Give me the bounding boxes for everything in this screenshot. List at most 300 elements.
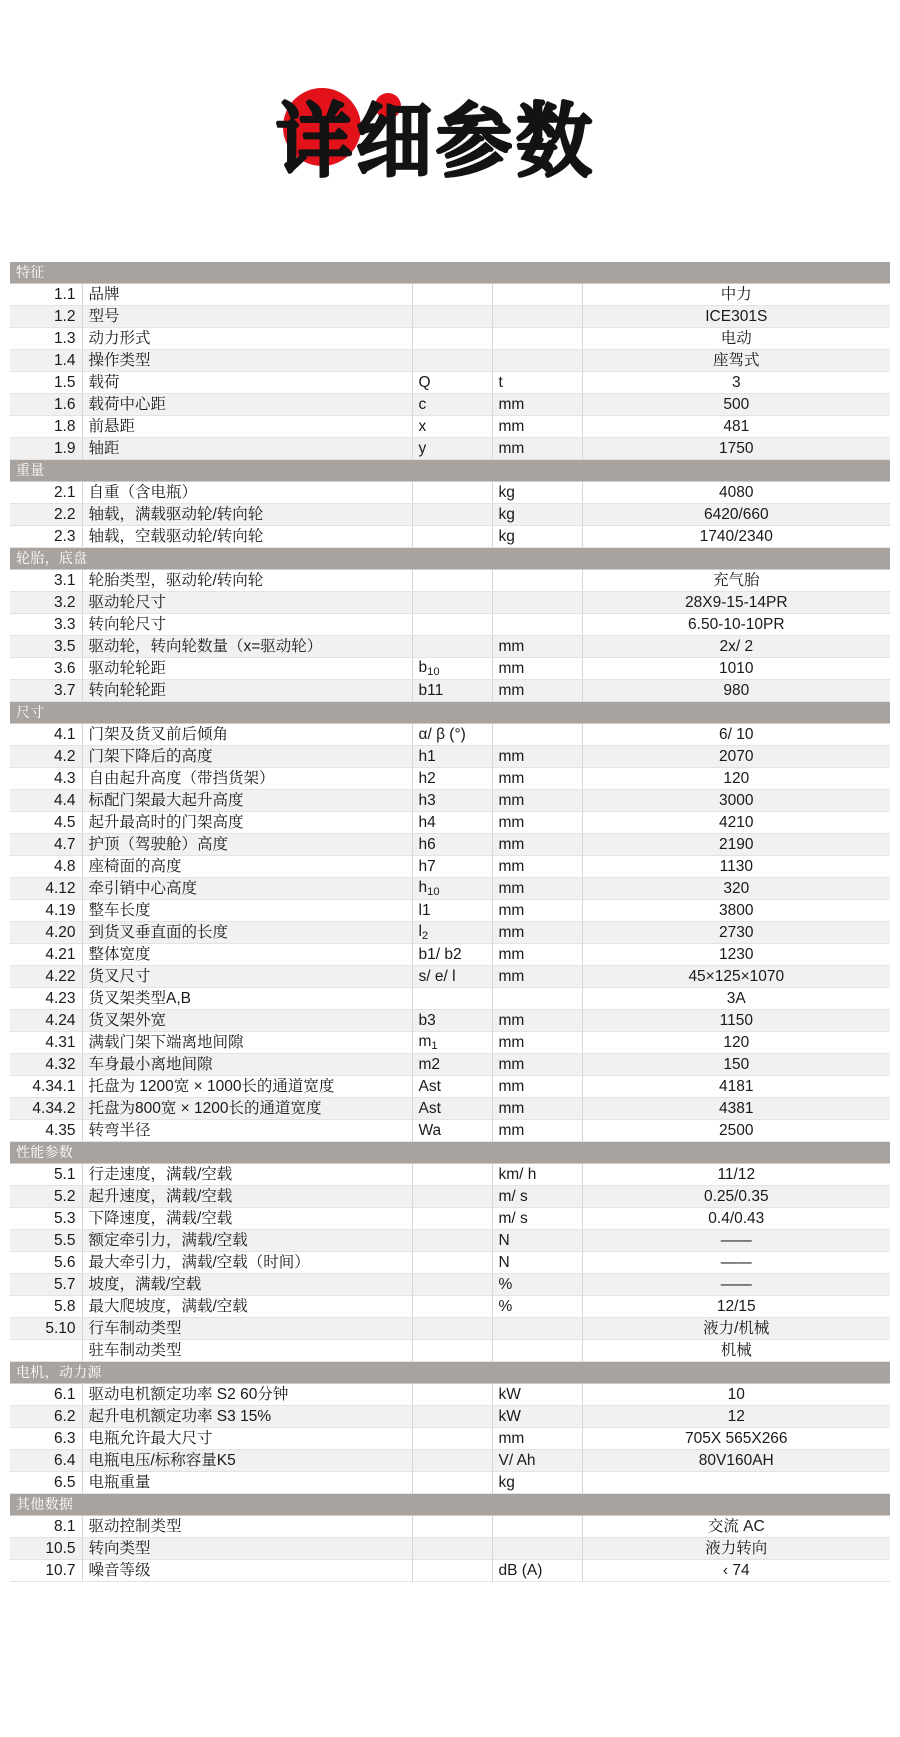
row-description: 起升最高时的门架高度 [82,812,412,834]
table-row [10,438,890,460]
table-row [10,966,890,988]
row-number: 6.3 [10,1428,82,1450]
table-row [10,900,890,922]
row-value: 705X 565X266 [582,1428,890,1450]
row-value: 80V160AH [582,1450,890,1472]
row-symbol [412,1538,492,1560]
section-header-row [10,1362,890,1384]
row-number: 4.19 [10,900,82,922]
row-number: 1.1 [10,284,82,306]
row-symbol [412,1164,492,1186]
row-number: 6.4 [10,1450,82,1472]
row-number: 4.8 [10,856,82,878]
row-value: 0.25/0.35 [582,1186,890,1208]
row-symbol: m2 [412,1054,492,1076]
row-symbol [412,1384,492,1406]
table-row [10,1516,890,1538]
row-number: 4.23 [10,988,82,1010]
row-value: 座驾式 [582,350,890,372]
row-value: —— [582,1252,890,1274]
table-row [10,1186,890,1208]
table-row [10,328,890,350]
table-row [10,834,890,856]
row-value: 10 [582,1384,890,1406]
row-description: 驱动轮尺寸 [82,592,412,614]
row-unit: km/ h [492,1164,582,1186]
row-unit: kW [492,1384,582,1406]
row-description: 自重（含电瓶） [82,482,412,504]
row-description: 转弯半径 [82,1120,412,1142]
row-symbol: Ast [412,1076,492,1098]
row-description: 标配门架最大起升高度 [82,790,412,812]
row-number: 3.3 [10,614,82,636]
row-symbol [412,1340,492,1362]
row-description: 转向类型 [82,1538,412,1560]
row-unit: N [492,1252,582,1274]
row-value: 1230 [582,944,890,966]
row-number: 1.9 [10,438,82,460]
row-symbol [412,614,492,636]
section-header-row [10,548,890,570]
row-unit [492,328,582,350]
row-value: 6.50-10-10PR [582,614,890,636]
table-row [10,922,890,944]
row-symbol [412,592,492,614]
row-unit [492,1538,582,1560]
row-unit: mm [492,658,582,680]
table-row [10,1054,890,1076]
table-row [10,856,890,878]
row-description: 整车长度 [82,900,412,922]
row-value: 1740/2340 [582,526,890,548]
row-unit: kg [492,482,582,504]
row-symbol: b3 [412,1010,492,1032]
row-number: 5.3 [10,1208,82,1230]
row-symbol: Ast [412,1098,492,1120]
row-unit [492,592,582,614]
row-description: 驱动轮轮距 [82,658,412,680]
row-unit: mm [492,746,582,768]
section-header-label: 重量 [10,460,890,482]
table-row [10,768,890,790]
row-number: 4.21 [10,944,82,966]
section-header-row [10,262,890,284]
row-unit [492,1516,582,1538]
banner-graphic [0,0,900,262]
row-unit: mm [492,878,582,900]
row-symbol [412,1560,492,1582]
row-value: 481 [582,416,890,438]
row-unit: mm [492,636,582,658]
section-header-row [10,702,890,724]
section-header-row [10,1142,890,1164]
row-unit: mm [492,900,582,922]
table-row [10,878,890,900]
row-symbol: h6 [412,834,492,856]
section-header-row [10,1494,890,1516]
row-value: 28X9-15-14PR [582,592,890,614]
row-description: 驱动电机额定功率 S2 60分钟 [82,1384,412,1406]
row-unit: N [492,1230,582,1252]
row-number: 3.1 [10,570,82,592]
table-row [10,1032,890,1054]
row-number: 4.2 [10,746,82,768]
row-value: 11/12 [582,1164,890,1186]
row-value: 1130 [582,856,890,878]
section-header-label: 轮胎，底盘 [10,548,890,570]
row-description: 满载门架下端离地间隙 [82,1032,412,1054]
row-unit: mm [492,1098,582,1120]
row-symbol [412,1296,492,1318]
row-number: 4.22 [10,966,82,988]
row-number: 1.6 [10,394,82,416]
row-number: 4.31 [10,1032,82,1054]
section-header-label: 性能参数 [10,1142,890,1164]
row-unit [492,1318,582,1340]
row-description: 门架及货叉前后倾角 [82,724,412,746]
row-description: 动力形式 [82,328,412,350]
row-number: 4.3 [10,768,82,790]
specification-table [10,262,890,1582]
row-symbol: Wa [412,1120,492,1142]
row-value: 2190 [582,834,890,856]
row-description: 行车制动类型 [82,1318,412,1340]
table-row [10,1296,890,1318]
table-row [10,504,890,526]
section-header-row [10,460,890,482]
table-row [10,1406,890,1428]
row-unit [492,988,582,1010]
table-row [10,1450,890,1472]
table-row [10,1252,890,1274]
specification-table-body [10,262,890,1582]
row-description: 门架下降后的高度 [82,746,412,768]
row-unit: mm [492,922,582,944]
row-symbol [412,1472,492,1494]
row-value: 320 [582,878,890,900]
row-number: 5.5 [10,1230,82,1252]
row-number: 2.2 [10,504,82,526]
row-description: 转向轮轮距 [82,680,412,702]
table-row [10,1274,890,1296]
row-symbol [412,306,492,328]
row-number: 4.24 [10,1010,82,1032]
table-row [10,570,890,592]
table-row [10,790,890,812]
row-number: 10.5 [10,1538,82,1560]
row-description: 自由起升高度（带挡货架） [82,768,412,790]
row-description: 转向轮尺寸 [82,614,412,636]
table-row [10,1076,890,1098]
row-symbol: $m_1$ [412,1032,492,1054]
row-value [582,1472,890,1494]
row-symbol [412,1252,492,1274]
row-value: 150 [582,1054,890,1076]
row-description: 护顶（驾驶舱）高度 [82,834,412,856]
row-unit: mm [492,680,582,702]
row-value: 120 [582,768,890,790]
row-symbol [412,1208,492,1230]
row-symbol: h7 [412,856,492,878]
row-number: 5.10 [10,1318,82,1340]
row-symbol: α/ β (°) [412,724,492,746]
table-row [10,1560,890,1582]
row-number: 1.3 [10,328,82,350]
row-value: 12 [582,1406,890,1428]
table-row [10,526,890,548]
row-description: 起升速度，满载/空载 [82,1186,412,1208]
row-unit: mm [492,790,582,812]
section-header-label: 其他数据 [10,1494,890,1516]
row-value: 电动 [582,328,890,350]
row-number: 5.1 [10,1164,82,1186]
table-row [10,1208,890,1230]
table-row [10,988,890,1010]
row-number: 2.3 [10,526,82,548]
row-value: 机械 [582,1340,890,1362]
row-description: 到货叉垂直面的长度 [82,922,412,944]
row-description: 轮胎类型，驱动轮/转向轮 [82,570,412,592]
table-row [10,1340,890,1362]
section-header-label: 特征 [10,262,890,284]
row-unit: mm [492,1054,582,1076]
row-value: 中力 [582,284,890,306]
section-header-label: 电机，动力源 [10,1362,890,1384]
row-number: 3.2 [10,592,82,614]
table-row [10,1230,890,1252]
row-description: 轴载，空载驱动轮/转向轮 [82,526,412,548]
row-number: 4.34.1 [10,1076,82,1098]
row-description: 电瓶允许最大尺寸 [82,1428,412,1450]
row-number: 3.6 [10,658,82,680]
row-number: 4.35 [10,1120,82,1142]
row-value: 500 [582,394,890,416]
row-value: ‹ 74 [582,1560,890,1582]
row-number: 1.8 [10,416,82,438]
row-value: 2x/ 2 [582,636,890,658]
row-value: 6420/660 [582,504,890,526]
row-number: 5.2 [10,1186,82,1208]
row-number: 4.1 [10,724,82,746]
row-symbol: y [412,438,492,460]
row-unit: % [492,1296,582,1318]
row-value: 1150 [582,1010,890,1032]
row-symbol: $l_2$ [412,922,492,944]
row-value: 4181 [582,1076,890,1098]
table-row [10,944,890,966]
row-unit: V/ Ah [492,1450,582,1472]
table-row [10,658,890,680]
row-description: 额定牵引力，满载/空载 [82,1230,412,1252]
row-description: 驻车制动类型 [82,1340,412,1362]
page-title: 详细参数 [276,93,596,189]
table-row [10,1472,890,1494]
table-row [10,680,890,702]
row-symbol [412,1186,492,1208]
table-row [10,394,890,416]
table-row [10,284,890,306]
row-value: 液力/机械 [582,1318,890,1340]
row-value: 液力转向 [582,1538,890,1560]
row-unit: mm [492,1032,582,1054]
row-number: 6.5 [10,1472,82,1494]
specification-table-container [10,262,890,1610]
row-value: 1010 [582,658,890,680]
table-row [10,372,890,394]
row-number: 4.34.2 [10,1098,82,1120]
row-description: 牵引销中心高度 [82,878,412,900]
table-row [10,614,890,636]
row-value: 3 [582,372,890,394]
row-description: 最大牵引力，满载/空载（时间） [82,1252,412,1274]
row-unit [492,614,582,636]
row-unit [492,306,582,328]
table-row [10,812,890,834]
row-description: 驱动控制类型 [82,1516,412,1538]
row-unit [492,284,582,306]
row-symbol: h3 [412,790,492,812]
row-symbol: c [412,394,492,416]
row-value: 2500 [582,1120,890,1142]
row-description: 整体宽度 [82,944,412,966]
row-value: 2070 [582,746,890,768]
row-symbol [412,350,492,372]
row-value: 45×125×1070 [582,966,890,988]
row-number: 4.12 [10,878,82,900]
row-symbol [412,988,492,1010]
row-symbol: b1/ b2 [412,944,492,966]
row-unit: mm [492,438,582,460]
row-value: 2730 [582,922,890,944]
row-description: 驱动轮，转向轮数量（x=驱动轮） [82,636,412,658]
row-description: 噪音等级 [82,1560,412,1582]
row-description: 轴距 [82,438,412,460]
row-symbol: $b_{10}$ [412,658,492,680]
row-symbol: b11 [412,680,492,702]
row-unit: mm [492,1010,582,1032]
section-header-label: 尺寸 [10,702,890,724]
row-value: 1750 [582,438,890,460]
row-number: 5.8 [10,1296,82,1318]
row-number: 1.4 [10,350,82,372]
row-value: 12/15 [582,1296,890,1318]
row-symbol [412,1428,492,1450]
row-symbol: x [412,416,492,438]
table-row [10,1164,890,1186]
table-row [10,350,890,372]
row-description: 坡度，满载/空载 [82,1274,412,1296]
page-banner [0,0,900,262]
table-row [10,482,890,504]
row-number [10,1340,82,1362]
row-number: 8.1 [10,1516,82,1538]
row-description: 轴载，满载驱动轮/转向轮 [82,504,412,526]
row-description: 起升电机额定功率 S3 15% [82,1406,412,1428]
row-symbol: $h_{10}$ [412,878,492,900]
row-description: 行走速度，满载/空载 [82,1164,412,1186]
row-value: 4381 [582,1098,890,1120]
row-description: 载荷中心距 [82,394,412,416]
row-value: 980 [582,680,890,702]
row-description: 货叉尺寸 [82,966,412,988]
row-description: 载荷 [82,372,412,394]
row-unit: mm [492,834,582,856]
row-value: —— [582,1274,890,1296]
row-unit: t [492,372,582,394]
row-unit: kg [492,526,582,548]
row-value: 4210 [582,812,890,834]
table-row [10,1098,890,1120]
row-unit: mm [492,1076,582,1098]
row-number: 4.20 [10,922,82,944]
row-symbol: h4 [412,812,492,834]
row-symbol [412,1406,492,1428]
row-number: 2.1 [10,482,82,504]
row-symbol [412,1318,492,1340]
table-row [10,746,890,768]
row-unit: mm [492,768,582,790]
row-symbol [412,570,492,592]
row-value: 0.4/0.43 [582,1208,890,1230]
row-unit: mm [492,944,582,966]
row-value: ICE301S [582,306,890,328]
row-description: 操作类型 [82,350,412,372]
row-description: 托盘为 1200宽 × 1000长的通道宽度 [82,1076,412,1098]
row-unit: kW [492,1406,582,1428]
row-unit: mm [492,416,582,438]
table-row [10,636,890,658]
row-description: 型号 [82,306,412,328]
row-value: 交流 AC [582,1516,890,1538]
row-symbol [412,1516,492,1538]
table-row [10,1318,890,1340]
row-symbol: h2 [412,768,492,790]
row-value: 120 [582,1032,890,1054]
row-number: 4.5 [10,812,82,834]
row-number: 1.2 [10,306,82,328]
row-unit: mm [492,812,582,834]
row-description: 最大爬坡度，满载/空载 [82,1296,412,1318]
row-number: 10.7 [10,1560,82,1582]
row-description: 电瓶重量 [82,1472,412,1494]
row-number: 4.4 [10,790,82,812]
row-unit: m/ s [492,1186,582,1208]
row-symbol: Q [412,372,492,394]
row-number: 4.32 [10,1054,82,1076]
row-value: 充气胎 [582,570,890,592]
row-symbol [412,1274,492,1296]
row-value: 4080 [582,482,890,504]
row-description: 前悬距 [82,416,412,438]
row-symbol [412,328,492,350]
row-description: 托盘为800宽 × 1200长的通道宽度 [82,1098,412,1120]
row-value: 6/ 10 [582,724,890,746]
row-description: 货叉架外宽 [82,1010,412,1032]
row-symbol [412,1230,492,1252]
row-symbol [412,284,492,306]
row-unit [492,1340,582,1362]
row-unit: mm [492,966,582,988]
row-number: 3.7 [10,680,82,702]
row-unit: mm [492,1428,582,1450]
row-description: 电瓶电压/标称容量K5 [82,1450,412,1472]
row-unit [492,724,582,746]
row-description: 下降速度，满载/空载 [82,1208,412,1230]
row-number: 6.2 [10,1406,82,1428]
row-unit: % [492,1274,582,1296]
row-unit: kg [492,1472,582,1494]
table-row [10,306,890,328]
